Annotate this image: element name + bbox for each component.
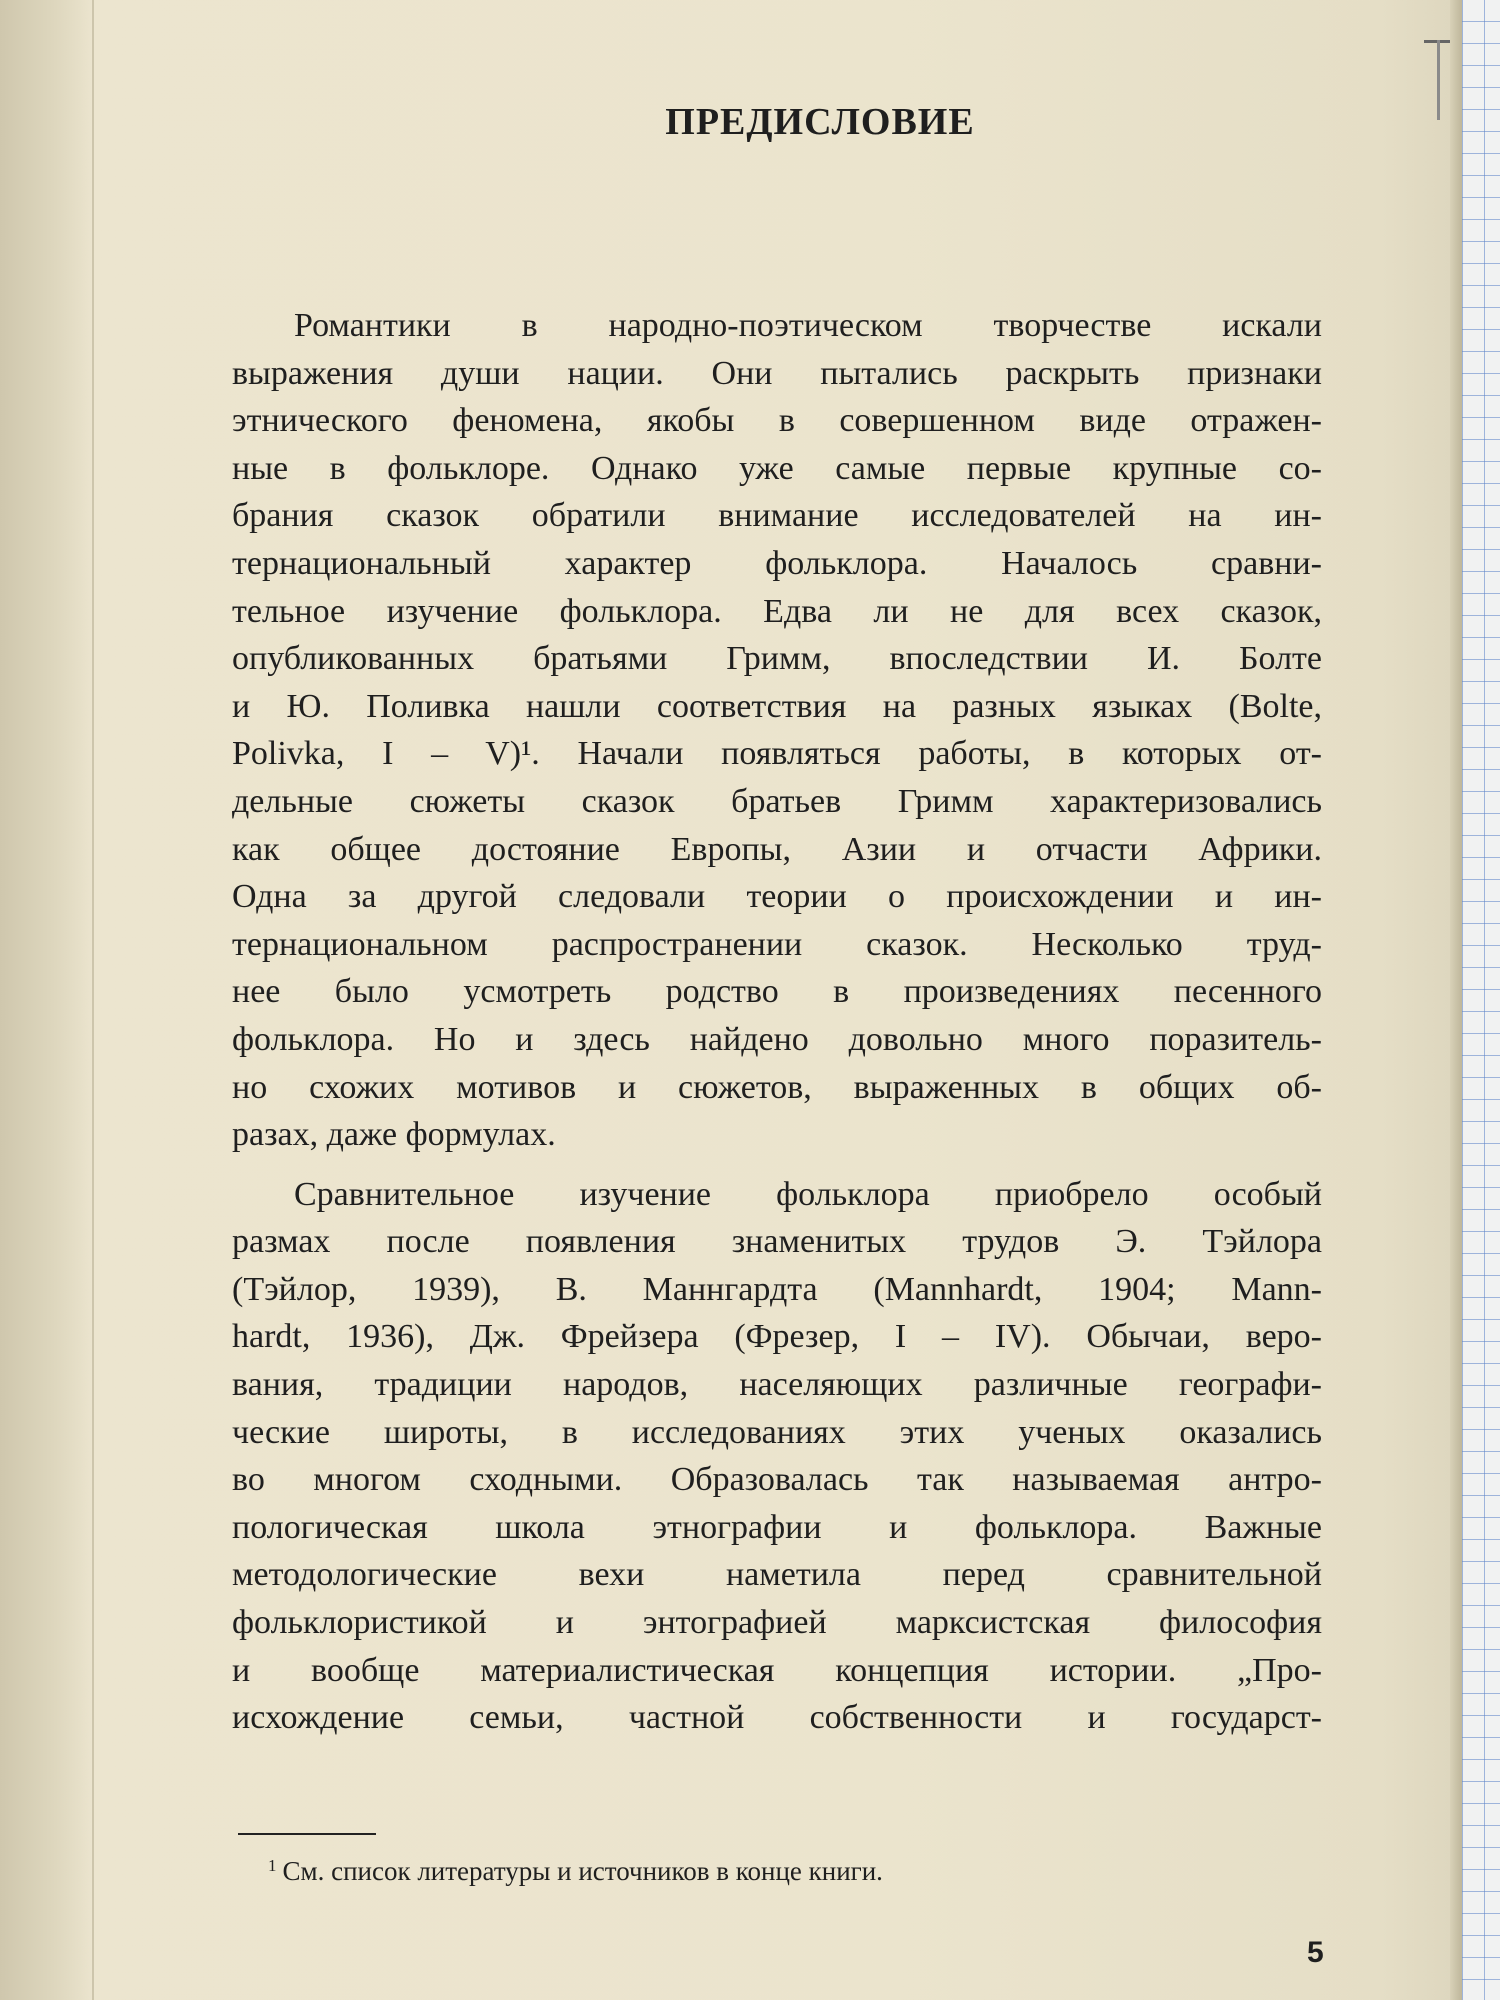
text-line: ные в фольклоре. Однако уже самые первые крупные со- [232, 449, 1322, 487]
text-line: тернациональный характер фольклора. Началось сравни- [232, 544, 1322, 582]
grid-paper-strip [1462, 0, 1500, 2000]
text-line: брания сказок обратили внимание исследователей на ин- [232, 497, 1322, 535]
text-line: тельное изучение фольклора. Едва ли не для всех сказок, [232, 592, 1322, 630]
text-line: ческие широты, в исследованиях этих ученых оказались [232, 1413, 1322, 1451]
footnote-marker: 1 [268, 1856, 277, 1875]
page-heading: ПРЕДИСЛОВИЕ [665, 101, 975, 143]
text-line: фольклористикой и энтографией марксистская философия [232, 1604, 1322, 1642]
text-line: как общее достояние Европы, Азии и отчасти Африки. [232, 830, 1322, 868]
footnote-rule [238, 1833, 376, 1835]
text-line: и вообще материалистическая концепция истории. „Про- [232, 1651, 1322, 1689]
text-line: дельные сюжеты сказок братьев Гримм характеризовались [232, 782, 1322, 820]
page-edge [1450, 0, 1462, 2000]
text-line: нее было усмотреть родство в произведениях песенного [232, 973, 1322, 1011]
text-line: и Ю. Поливка нашли соответствия на разных языках (Bolte, [232, 687, 1322, 725]
text-line: исхождение семьи, частной собственности и государст- [232, 1699, 1322, 1737]
text-line: методологические вехи наметила перед сравнительной [232, 1556, 1322, 1594]
text-line: фольклора. Но и здесь найдено довольно много поразитель- [232, 1020, 1322, 1058]
left-page-shadow [0, 0, 95, 2000]
text-line: разах, даже формулах. [232, 1116, 556, 1154]
text-line: Сравнительное изучение фольклора приобрело особый [294, 1175, 1322, 1213]
text-line: Романтики в народно-поэтическом творчестве искали [294, 307, 1322, 344]
text-line: Одна за другой следовали теории о происхождении и ин- [232, 878, 1322, 916]
text-line: опубликованных братьями Гримм, впоследствии И. Болте [232, 640, 1322, 678]
page-fold [92, 0, 94, 2000]
text-line: размах после появления знаменитых трудов Э. Тэйлора [232, 1223, 1322, 1261]
page-number: 5 [1307, 1936, 1324, 1969]
text-line: пологическая школа этнографии и фольклора. Важные [232, 1508, 1322, 1546]
footnote-text: См. список литературы и источников в конце книги. [282, 1856, 883, 1886]
body-text [232, 302, 1322, 1742]
footnote [268, 1856, 883, 1887]
text-line: вания, традиции народов, населяющих различные географи- [232, 1366, 1322, 1404]
text-line: во многом сходными. Образовалась так называемая антро- [232, 1461, 1322, 1499]
text-line: hardt, 1936), Дж. Фрейзера (Фрезер, I – IV). Обычаи, веро- [232, 1318, 1322, 1356]
text-line: но схожих мотивов и сюжетов, выраженных в общих об- [232, 1068, 1322, 1106]
text-line: Polivka, I – V)¹. Начали появляться работы, в которых от- [232, 735, 1322, 773]
text-line: этнического феномена, якобы в совершенном виде отражен- [232, 402, 1322, 440]
text-line: тернациональном распространении сказок. Несколько труд- [232, 925, 1322, 963]
text-line: выражения души нации. Они пытались раскрыть признаки [232, 354, 1322, 392]
text-line: (Тэйлор, 1939), В. Маннгардта (Mannhardt, 1904; Mann- [232, 1270, 1322, 1308]
